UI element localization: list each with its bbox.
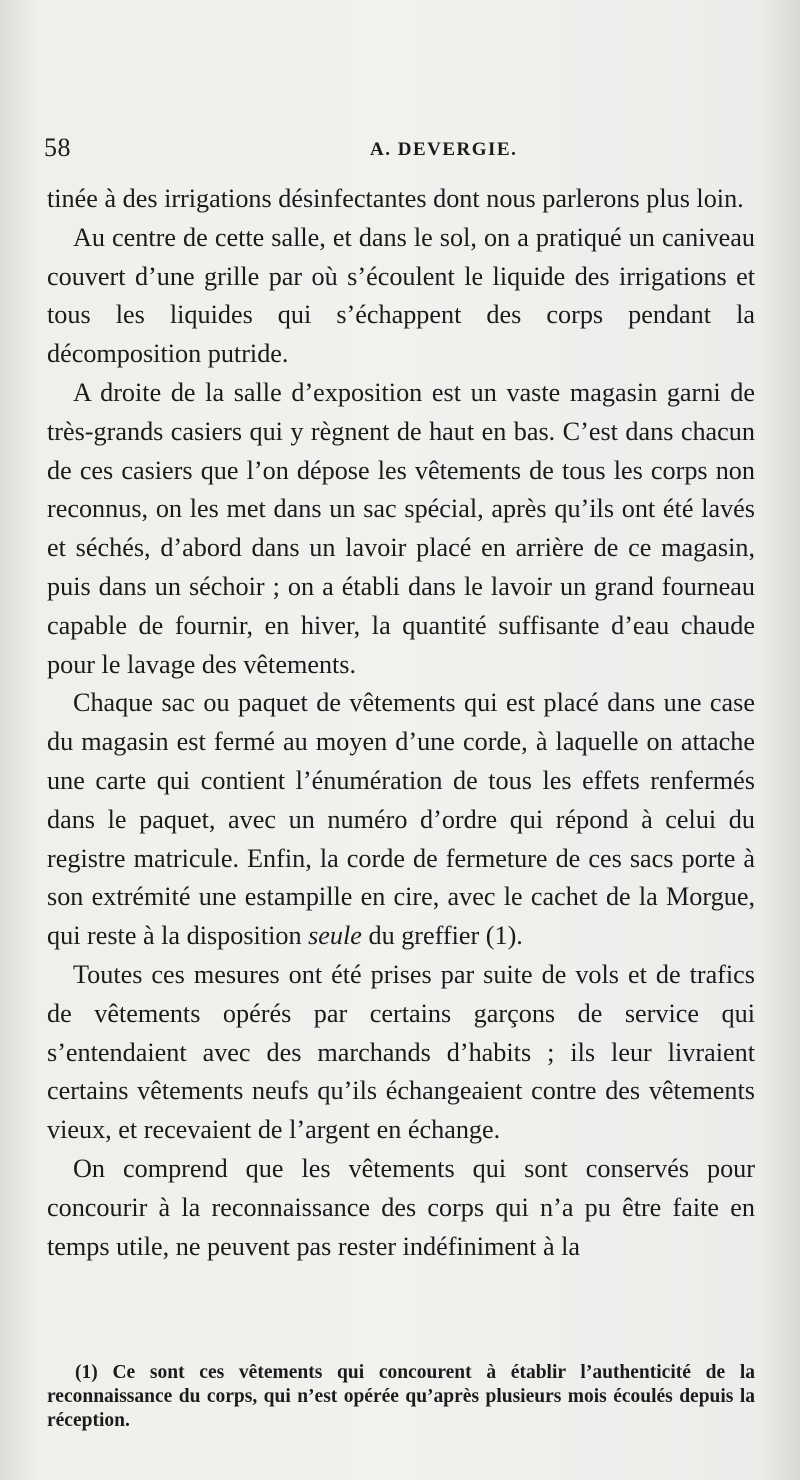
footnotes: [47, 1361, 755, 1433]
page-header: [44, 133, 756, 167]
paragraph-text-after-emphasis: du greffier (1).: [361, 921, 523, 951]
paragraph-text-before-emphasis: Chaque sac ou paquet de vêtements qui est placé dans une case du magasin est fermé au moyen d’une corde, à laquelle on attache une carte qui contient l’énumération de tous les effets renfermés dans le paquet, avec un numéro d’ordre qui répond à celui du registre matricule. Enfin, la corde de fermeture de ces sacs porte à son extrémité une estampille en cire, avec le cachet de la Morgue, qui reste à la disposition: [47, 688, 755, 951]
paragraph: On comprend que les vêtements qui sont conservés pour concourir à la reconnaissance des corps qui n’a pu être faite en temps utile, ne peuvent pas rester indéfiniment à la: [47, 1153, 755, 1261]
paragraph: Toutes ces mesures ont été prises par suite de vols et de trafics de vêtements opérés par certains garçons de service qui s’entendaient avec des marchands d’habits ; ils leur livraient certains vêtements neufs qu’ils échangeaient contre des vêtements vieux, et recevaient de l’argent en échange.: [47, 959, 755, 1145]
footnote: (1) Ce sont ces vêtements qui concourent à établir l’authenticité de la reconnaissance du corps, qui n’est opérée qu’après plusieurs mois écoulés depuis la réception.: [47, 1362, 755, 1431]
paragraph: Au centre de cette salle, et dans le sol, on a pratiqué un caniveau couvert d’une grille par où s’écoulent le liquide des irrigations et tous les liquides qui s’échappent des corps pendant la décomposition putride.: [47, 222, 755, 369]
page-number: 58: [44, 133, 71, 162]
running-head: A. DEVERGIE.: [370, 139, 518, 160]
paragraph: tinée à des irrigations désinfectantes dont nous parlerons plus loin.: [47, 184, 744, 213]
paragraph: [47, 684, 755, 956]
main-text: [47, 180, 755, 1266]
emphasized-word: seule: [308, 921, 362, 951]
paragraph: A droite de la salle d’exposition est un vaste magasin garni de très-grands casiers qui y règnent de haut en bas. C’est dans chacun de ces casiers que l’on dépose les vêtements de tous les corps non reconnus, on les met dans un sac spécial, après qu’ils ont été lavés et séchés, d’abord dans un lavoir placé en arrière de ce magasin, puis dans un séchoir ; on a établi dans le lavoir un grand fourneau capable de fournir, en hiver, la quantité suffisante d’eau chaude pour le lavage des vêtements.: [47, 377, 755, 679]
